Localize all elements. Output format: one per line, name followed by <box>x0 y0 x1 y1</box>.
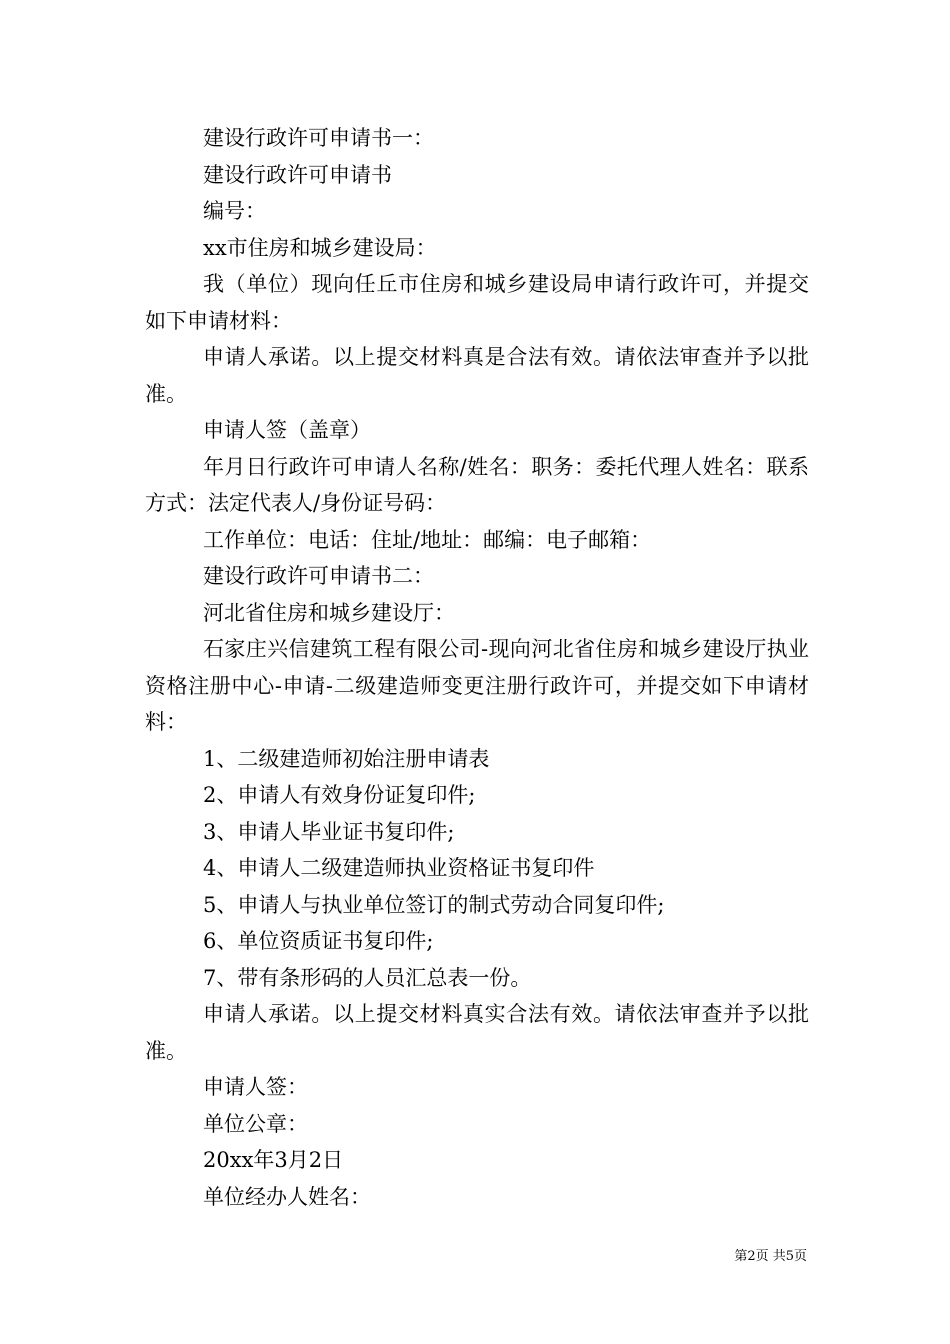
page-number-footer: 第2页 共5页 <box>734 1249 807 1264</box>
material-item: 3、申请人毕业证书复印件; <box>203 819 455 844</box>
serial-number-label: 编号： <box>203 199 266 223</box>
applicant-signature-seal: 申请人签（盖章） <box>203 418 371 442</box>
heading-application-two: 建设行政许可申请书二： <box>203 564 434 588</box>
unit-handler-name-label: 单位经办人姓名： <box>203 1184 371 1209</box>
applicant-info-fields: 年月日行政许可申请人名称/姓名：职务：委托代理人姓名：联系方式：法定代表人/身份证号码： <box>145 454 809 515</box>
material-item: 5、申请人与执业单位签订的制式劳动合同复印件; <box>203 892 665 917</box>
applicant-pledge: 申请人承诺。以上提交材料真是合法有效。请依法审查并予以批准。 <box>145 345 809 406</box>
material-item: 4、申请人二级建造师执业资格证书复印件 <box>203 856 595 880</box>
heading-application-one: 建设行政许可申请书一： <box>203 126 434 150</box>
addressee-city-bureau: xx市住房和城乡建设局： <box>203 235 437 260</box>
material-item: 7、带有条形码的人员汇总表一份。 <box>203 965 532 990</box>
form-title: 建设行政许可申请书 <box>203 162 392 187</box>
document-body <box>145 120 809 1215</box>
material-item: 6、单位资质证书复印件; <box>203 929 434 953</box>
applicant-signature-label: 申请人签： <box>203 1075 308 1099</box>
contact-info-fields: 工作单位：电话：住址/地址：邮编：电子邮箱： <box>203 527 652 552</box>
application-statement: 我（单位）现向任丘市住房和城乡建设局申请行政许可，并提交如下申请材料： <box>145 272 809 333</box>
application-date: 20xx年3月2日 <box>203 1148 344 1172</box>
application-statement-two: 石家庄兴信建筑工程有限公司-现向河北省住房和城乡建设厅执业资格注册中心-申请-二级建造师变更注册行政许可，并提交如下申请材料： <box>145 637 809 734</box>
applicant-pledge-two: 申请人承诺。以上提交材料真实合法有效。请依法审查并予以批准。 <box>145 1002 809 1063</box>
unit-seal-label: 单位公章： <box>203 1111 308 1136</box>
addressee-province-dept: 河北省住房和城乡建设厅： <box>203 600 455 625</box>
material-item: 1、二级建造师初始注册申请表 <box>203 746 490 771</box>
material-item: 2、申请人有效身份证复印件; <box>203 783 476 807</box>
